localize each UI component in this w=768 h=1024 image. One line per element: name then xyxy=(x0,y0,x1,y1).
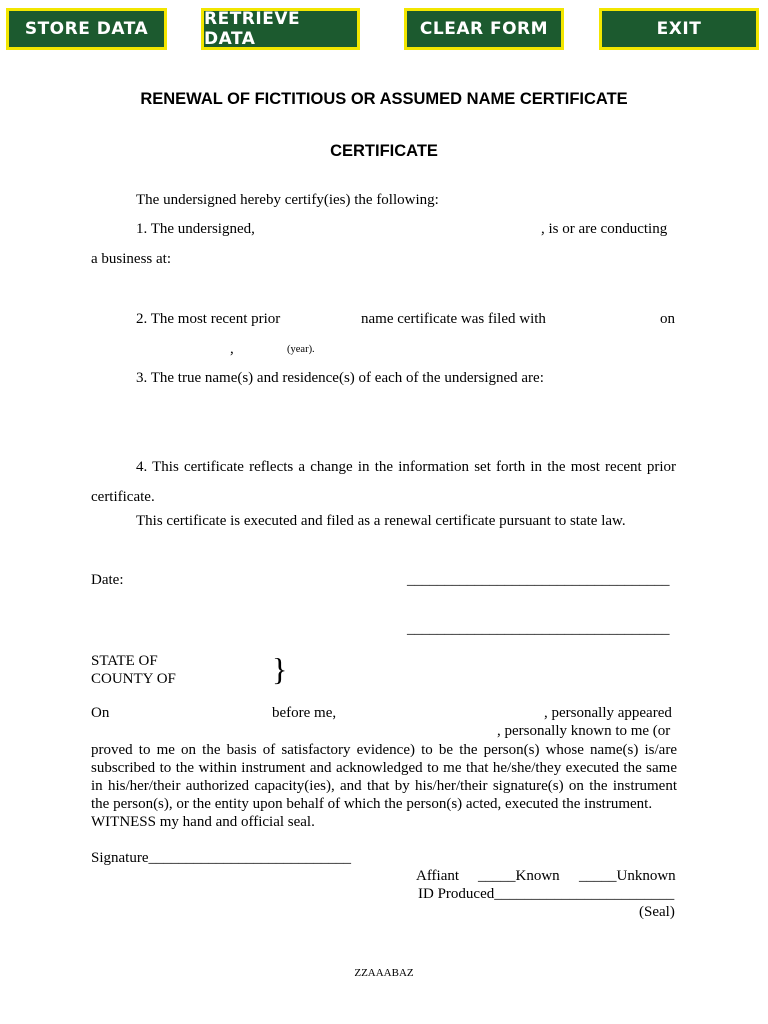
unknown-option: _____Unknown xyxy=(579,868,676,884)
affiant-label: Affiant xyxy=(416,868,460,884)
notary-acknowledgment-text xyxy=(91,741,677,831)
notary-before-me: before me, xyxy=(272,705,337,721)
known-option: _____Known xyxy=(478,868,560,884)
seal-label: (Seal) xyxy=(639,904,675,920)
notary-signature-line: Signature___________________________ xyxy=(91,850,351,866)
clear-form-button[interactable]: CLEAR FORM xyxy=(404,8,564,50)
notary-personally-appeared: , personally appeared xyxy=(544,705,672,721)
exit-button[interactable]: EXIT xyxy=(599,8,759,50)
state-label: STATE OF xyxy=(91,653,158,669)
intro-text: The undersigned hereby certify(ies) the following: xyxy=(136,192,439,208)
item1-business-at: a business at: xyxy=(91,251,171,267)
execution-statement: This certificate is executed and filed as a renewal certificate pursuant to state law. xyxy=(136,513,626,529)
retrieve-data-button[interactable]: RETRIEVE DATA xyxy=(201,8,360,50)
notary-line: WITNESS my hand and official seal. xyxy=(91,814,315,831)
venue-brace: } xyxy=(272,651,288,687)
date-label: Date: xyxy=(91,572,124,588)
signature-line-1: ___________________________________ xyxy=(407,572,670,588)
signature-line-2: ___________________________________ xyxy=(407,621,670,637)
form-code: ZZAAABAZ xyxy=(354,967,414,979)
item2-label: 2. The most recent prior xyxy=(136,311,281,327)
item2-on: on xyxy=(660,311,675,327)
item4-continuation: certificate. xyxy=(91,489,155,505)
notary-on-label: On xyxy=(91,705,110,721)
item1-trailing-text: , is or are conducting xyxy=(541,221,668,237)
notary-line: the person(s), or the entity upon behalf of which the person(s) acted, executed the instrument. xyxy=(91,796,653,813)
item4-text: 4. This certificate reflects a change in the information set forth in the most recent prior xyxy=(136,459,676,475)
notary-personally-known: , personally known to me (or xyxy=(497,723,671,739)
notary-line: proved to me on the basis of satisfactory evidence) to be the person(s) whose name(s) is/are xyxy=(91,742,677,758)
item1-label: 1. The undersigned, xyxy=(136,221,255,237)
item2-filed-with: name certificate was filed with xyxy=(361,311,546,327)
notary-line: in his/her/their authorized capacity(ies), and that by his/her/their signature(s) on the instrument xyxy=(91,778,677,795)
document-subtitle: CERTIFICATE xyxy=(330,142,438,160)
document-title: RENEWAL OF FICTITIOUS OR ASSUMED NAME CERTIFICATE xyxy=(140,90,628,108)
store-data-button[interactable]: STORE DATA xyxy=(6,8,167,50)
item3-text: 3. The true name(s) and residence(s) of each of the undersigned are: xyxy=(136,370,544,386)
notary-line: subscribed to the within instrument and acknowledged to me that he/she/they executed the same xyxy=(91,760,677,777)
item2-year-label: (year). xyxy=(287,344,315,355)
id-produced-line: ID Produced________________________ xyxy=(418,886,675,902)
item2-comma: , xyxy=(230,341,234,357)
county-label: COUNTY OF xyxy=(91,671,176,687)
